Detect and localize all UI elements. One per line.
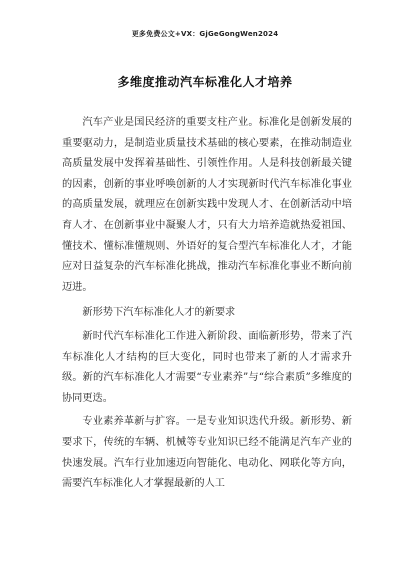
document-title: 多维度推动汽车标准化人才培养 (117, 75, 293, 89)
document-body (62, 113, 352, 495)
paragraph-new-stage: 新时代汽车标准化工作进入新阶段、面临新形势，带来了汽车标准化人才结构的巨大变化，同时也带来了新的人才需求升级。新的汽车标准化人才需要“专业素养”与“综合素质”多维度的协同更迭。 (62, 330, 352, 404)
section-heading: 新形势下汽车标准化人才的新要求 (82, 307, 236, 319)
paragraph-intro: 汽车产业是国民经济的重要支柱产业。标准化是创新发展的重要驱动力，是制造业质量技术基础的核心要素，在推动制造业高质量发展中发挥着基础性、引领性作用。人是科技创新最关键的因素，创新的事业呼唤创新的人才实现新时代汽车标准化事业的高质量发展，就理应在创新实践中发现人才、在创新活动中培育人才、在创新事业中凝聚人才，只有大力培养造就热爱祖国、懂技术、懂标准懂规则、外语好的复合型汽车标准化人才，才能应对日益复杂的汽车标准化挑战，推动汽车标准化事业不断向前迈进。 (62, 117, 352, 293)
header-note: 更多免费公文+VX：GjGeGongWen2024 (131, 30, 279, 38)
paragraph-professional-literacy: 专业素养革新与扩容。一是专业知识迭代升级。新形势、新要求下，传统的车辆、机械等专业知识已经不能满足汽车产业的快速发展。汽车行业加速迈向智能化、电动化、网联化等方向，需要汽车标准化人才掌握最新的人工 (62, 416, 352, 490)
